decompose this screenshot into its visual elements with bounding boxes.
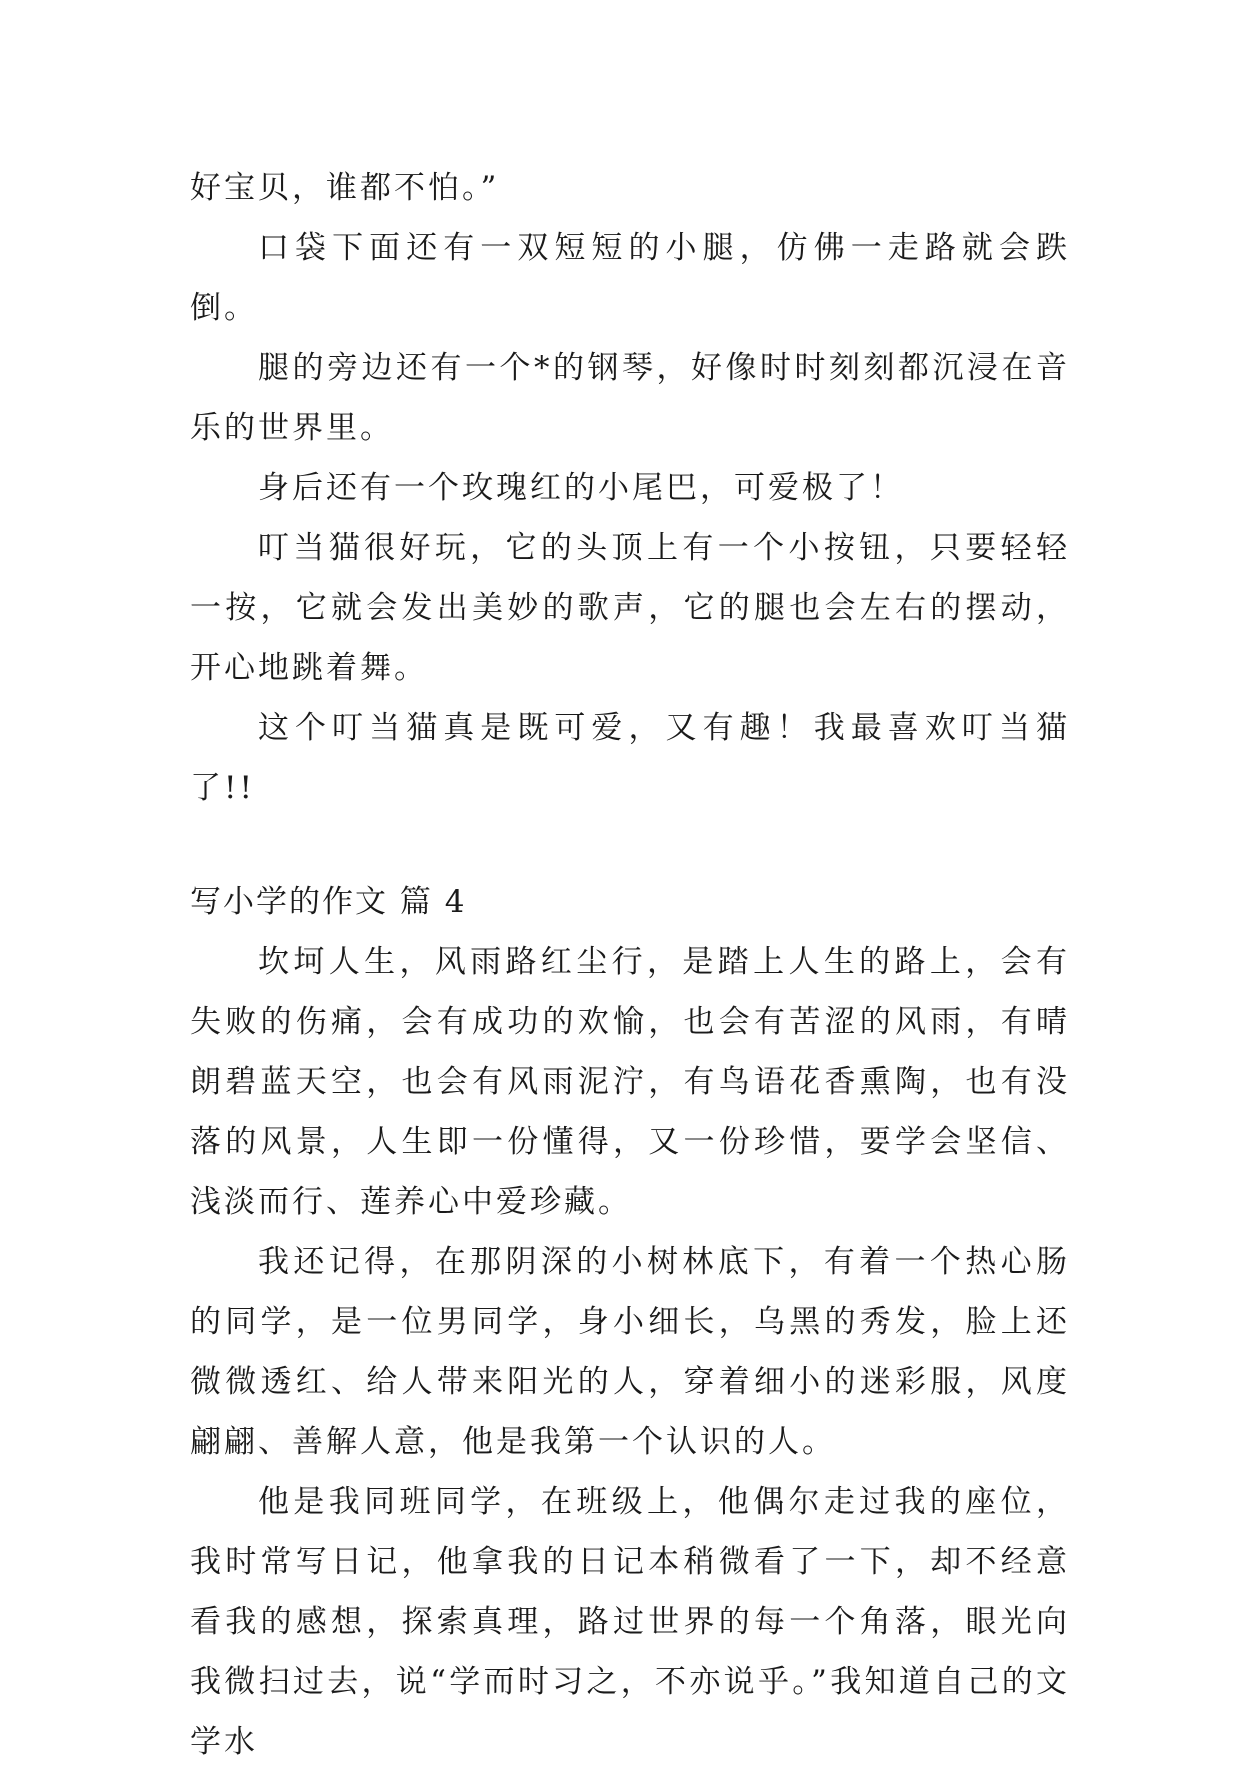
paragraph: 这个叮当猫真是既可爱，又有趣！我最喜欢叮当猫了!! xyxy=(190,710,1070,806)
paragraph: 口袋下面还有一双短短的小腿，仿佛一走路就会跌倒。 xyxy=(190,230,1070,326)
document-page xyxy=(190,158,1070,1772)
section-heading: 写小学的作文 篇 4 xyxy=(190,884,467,920)
paragraph: 我还记得，在那阴深的小树林底下，有着一个热心肠的同学，是一位男同学，身小细长，乌黑的秀发，脸上还微微透红、给人带来阳光的人，穿着细小的迷彩服，风度翩翩、善解人意，他是我第一个认识的人。 xyxy=(190,1244,1070,1460)
paragraph: 他是我同班同学，在班级上，他偶尔走过我的座位，我时常写日记，他拿我的日记本稍微看了一下，却不经意看我的感想，探索真理，路过世界的每一个角落，眼光向我微扫过去，说“学而时习之，不亦说乎。”我知道自己的文学水 xyxy=(190,1484,1070,1760)
paragraph: 叮当猫很好玩，它的头顶上有一个小按钮，只要轻轻一按，它就会发出美妙的歌声，它的腿也会左右的摆动，开心地跳着舞。 xyxy=(190,530,1070,686)
paragraph: 腿的旁边还有一个*的钢琴，好像时时刻刻都沉浸在音乐的世界里。 xyxy=(190,350,1070,446)
paragraph: 坎坷人生，风雨路红尘行，是踏上人生的路上，会有失败的伤痛，会有成功的欢愉，也会有苦涩的风雨，有晴朗碧蓝天空，也会有风雨泥泞，有鸟语花香熏陶，也有没落的风景，人生即一份懂得，又一份珍惜，要学会坚信、浅淡而行、莲养心中爱珍藏。 xyxy=(190,944,1070,1220)
paragraph-continued: 好宝贝，谁都不怕。” xyxy=(190,170,500,206)
paragraph: 身后还有一个玫瑰红的小尾巴，可爱极了！ xyxy=(258,470,904,506)
